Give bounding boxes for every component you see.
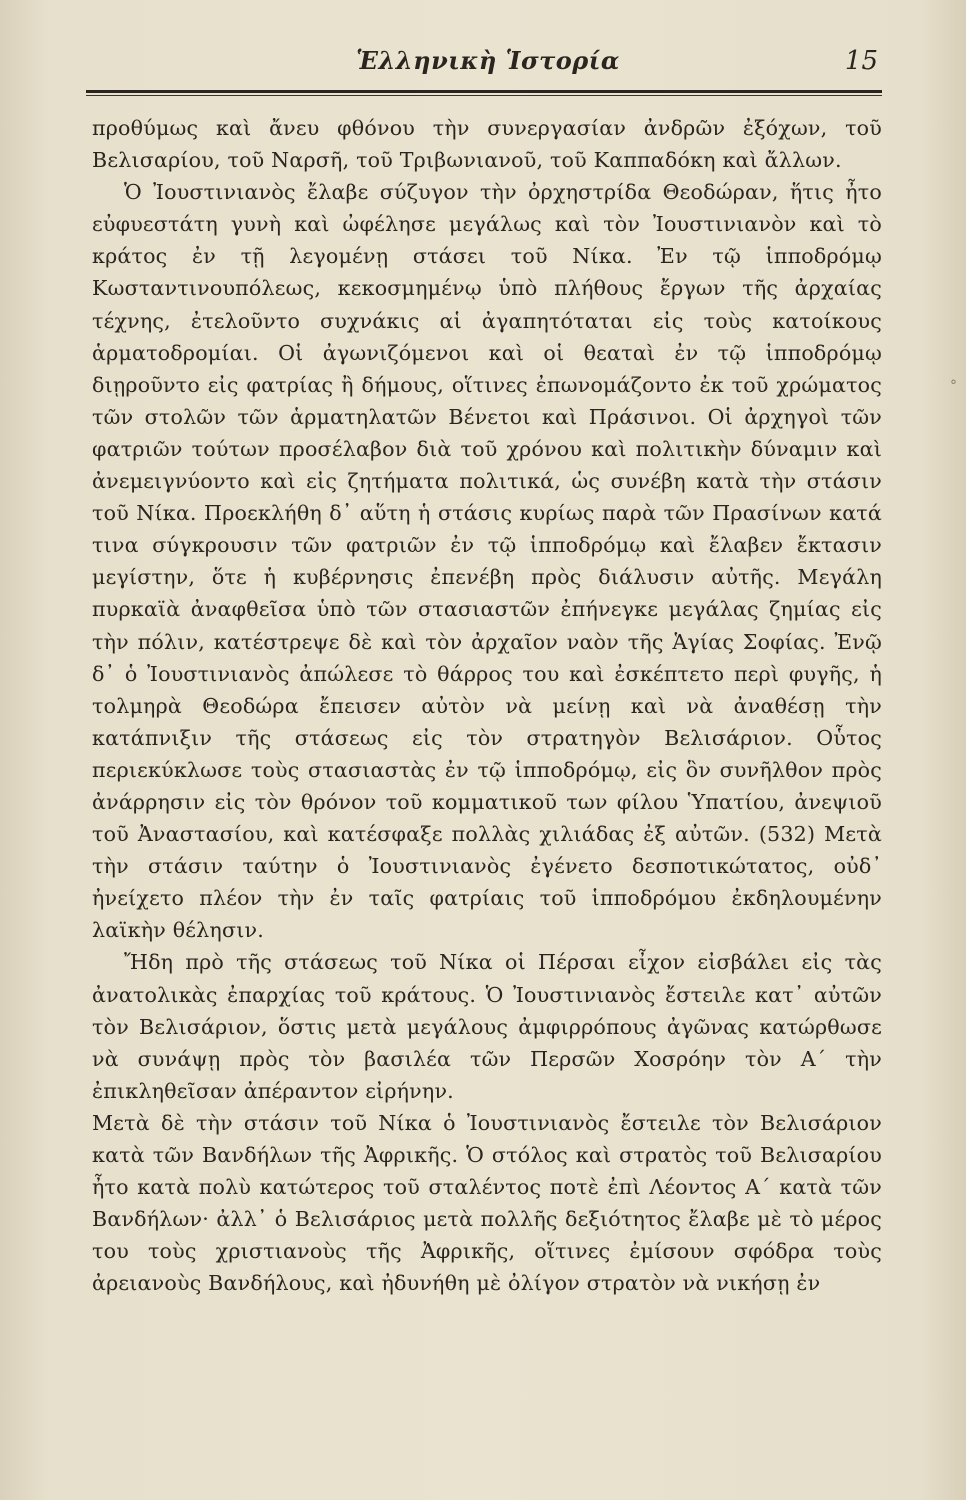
- header-rule-thin: [86, 95, 882, 96]
- paragraph-persians: Ἤδη πρὸ τῆς στάσεως τοῦ Νίκα οἱ Πέρσαι εἶχον εἰσβάλει εἰς τὰς ἀνατολικὰς ἐπαρχίας τοῦ κράτους. Ὁ Ἰουστινιανὸς ἔστειλε κατ᾽ αὐτῶν τὸν Βελισάριον, ὅστις μετὰ μεγάλους ἀμφιρρόπους ἀγῶνας κατώρθωσε νὰ συνάψῃ πρὸς τὸν βασιλέα τῶν Περσῶν Χοσρόην τὸν Α΄ τὴν ἐπικληθεῖσαν ἀπέραντον εἰρήνην.: [92, 950, 882, 1103]
- paragraph-theodora-nika: Ὁ Ἰουστινιανὸς ἔλαβε σύζυγον τὴν ὀρχηστρίδα Θεοδώραν, ἥτις ἦτο εὐφυεστάτη γυνὴ καὶ ὠφέλησε μεγάλως καὶ τὸν Ἰουστινιανὸν καὶ τὸ κράτος ἐν τῇ λεγομένῃ στάσει τοῦ Νίκα. Ἐν τῷ ἱπποδρόμῳ Κωσταντινουπόλεως, κεκοσμημένῳ ὑπὸ πλήθους ἔργων τῆς ἀρχαίας τέχνης, ἐτελοῦντο συχνάκις αἱ ἀγαπητόταται εἰς τοὺς κατοίκους ἁρματοδρομίαι. Οἱ ἀγωνιζόμενοι καὶ οἱ θεαταὶ ἐν τῷ ἱπποδρόμῳ διῃροῦντο εἰς φατρίας ἢ δήμους, οἵτινες ἐπωνομάζοντο ἐκ τοῦ χρώματος τῶν στολῶν τῶν ἁρματηλατῶν Βένετοι καὶ Πράσινοι. Οἱ ἀρχηγοὶ τῶν φατριῶν τούτων προσέλαβον διὰ τοῦ χρόνου καὶ πολιτικὴν δύναμιν καὶ ἀνεμειγνύοντο καὶ εἰς ζητήματα πολιτικά, ὡς συνέβη κατὰ τὴν στάσιν τοῦ Νίκα. Προεκλήθη δ᾽ αὕτη ἡ στάσις κυρίως παρὰ τῶν Πρασίνων κατά τινα σύγκρουσιν τῶν φατριῶν ἐν τῷ ἱπποδρόμῳ καὶ ἔλαβεν ἔκτασιν μεγίστην, ὅτε ἡ κυβέρνησις ἐπενέβη πρὸς διάλυσιν αὐτῆς. Μεγάλη πυρκαϊὰ ἀναφθεῖσα ὑπὸ τῶν στασιαστῶν ἐπήνεγκε μεγάλας ζημίας εἰς τὴν πόλιν, κατέστρεψε δὲ καὶ τὸν ἀρχαῖον ναὸν τῆς Ἁγίας Σοφίας. Ἐνῷ δ᾽ ὁ Ἰουστινιανὸς ἀπώλεσε τὸ θάρρος του καὶ ἐσκέπτετο περὶ φυγῆς, ἡ τολμηρὰ Θεοδώρα ἔπεισεν αὐτὸν νὰ μείνῃ καὶ νὰ ἀναθέσῃ τὴν κατάπνιξιν τῆς στάσεως εἰς τὸν στρατηγὸν Βελισάριον. Οὗτος περιεκύκλωσε τοὺς στασιαστὰς ἐν τῷ ἱπποδρόμῳ, εἰς ὃν συνῆλθον πρὸς ἀνάρρησιν εἰς τὸν θρόνον τοῦ κομματικοῦ των φίλου Ὑπατίου, ἀνεψιοῦ τοῦ Ἀναστασίου, καὶ κατέσφαξε πολλὰς χιλιάδας ἐξ αὐτῶν. (532) Μετὰ τὴν στάσιν ταύτην ὁ Ἰουστινιανὸς ἐγένετο δεσποτικώτατος, οὐδ᾽ ἠνείχετο πλέον τὴν ἐν ταῖς φατρίαις τοῦ ἱπποδρόμου ἐκδηλουμένην λαϊκὴν θέλησιν.: [92, 180, 882, 943]
- paragraph-continuation: προθύμως καὶ ἄνευ φθόνου τὴν συνεργασίαν ἀνδρῶν ἐξόχων, τοῦ Βελισαρίου, τοῦ Ναρσῆ, τοῦ Τριβωνιανοῦ, τοῦ Καππαδόκη καὶ ἄλλων.: [92, 116, 882, 173]
- running-title: Ἑλληνικὴ Ἱστορία: [356, 46, 620, 75]
- page-number: 15: [844, 46, 878, 76]
- page-header: [88, 40, 888, 80]
- margin-dot: °: [950, 378, 957, 394]
- header-rule: [86, 90, 882, 93]
- paragraph-vandals: Μετὰ δὲ τὴν στάσιν τοῦ Νίκα ὁ Ἰουστινιανὸς ἔστειλε τὸν Βελισάριον κατὰ τῶν Βανδήλων τῆς Ἀφρικῆς. Ὁ στόλος καὶ στρατὸς τοῦ Βελισαρίου ἦτο κατὰ πολὺ κατώτερος τοῦ σταλέντος ποτὲ ἐπὶ Λέοντος Α΄ κατὰ τῶν Βανδήλων· ἀλλ᾽ ὁ Βελισάριος μετὰ πολλῆς δεξιότητος ἔλαβε μὲ τὸ μέρος του τοὺς χριστιανοὺς τῆς Ἀφρικῆς, οἵτινες ἐμίσουν σφόδρα τοὺς ἀρειανοὺς Βανδήλους, καὶ ἠδυνήθη μὲ ὀλίγον στρατὸν νὰ νικήσῃ ἐν: [92, 1110, 882, 1296]
- body-text: [92, 112, 882, 1299]
